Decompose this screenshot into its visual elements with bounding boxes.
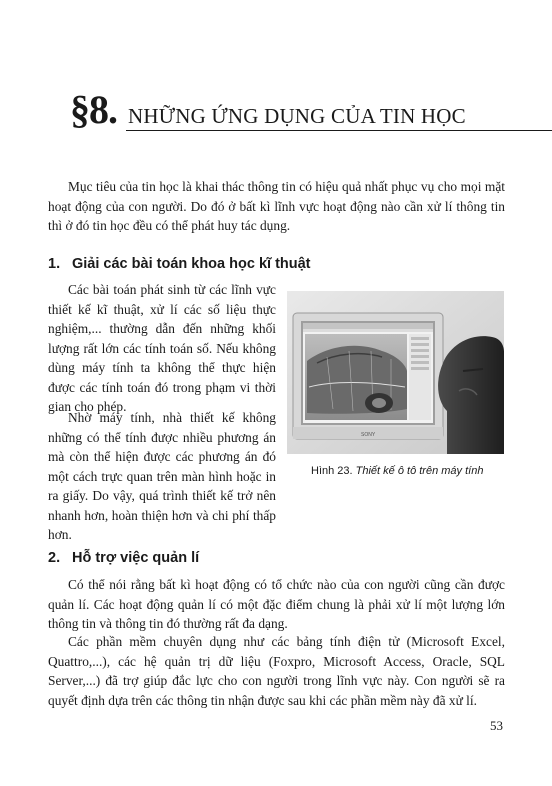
- section-1-title: Giải các bài toán khoa học kĩ thuật: [72, 256, 311, 272]
- chapter-title: NHỮNG ỨNG DỤNG CỦA TIN HỌC: [128, 104, 466, 128]
- figure-caption: [311, 464, 483, 478]
- page-number: 53: [490, 718, 503, 733]
- chapter-underline: [126, 130, 552, 131]
- section-1-paragraph-2: Nhờ máy tính, nhà thiết kế không những có thể tính được nhiều phương án mà còn thể hiện được các phương án đó một cách trực quan trên màn hình hoặc in ra giấy. Do vậy, quá trình thiết kế trở nên nhanh hơn, hoàn thiện hơn và chi phí thấp hơn.: [48, 410, 276, 542]
- figure-car-design-photo: [287, 291, 504, 454]
- section-1-number: 1.: [48, 256, 61, 272]
- section-2-heading: [48, 548, 199, 568]
- section-2-paragraph-1: Có thể nói rằng bất kì hoạt động có tổ chức nào của con người cũng cần được quản lí. Các hoạt động quản lí có một đặc điểm chung là phải xử lí một lượng lớn thông tin và thông tin đó thường rất đa dạng.: [48, 577, 505, 631]
- chapter-number: §8.: [70, 87, 117, 132]
- figure-caption-text: Thiết kế ô tô trên máy tính: [355, 465, 484, 477]
- section-1-heading: [48, 254, 311, 274]
- section-2-paragraph-2: Các phần mềm chuyên dụng như các bảng tính điện tử (Microsoft Excel, Quattro,...), các hệ quản trị dữ liệu (Foxpro, Microsoft Access, Oracle, SQL Server,...) đã trợ giúp đắc lực cho con người trong lĩnh vực này. Con người sẽ ra quyết định dựa trên các thông tin nhận được sau khi các phần mềm này đã xử lí.: [48, 634, 505, 708]
- intro-paragraph: Mục tiêu của tin học là khai thác thông tin có hiệu quả nhất phục vụ cho mọi mặt hoạt động của con người. Do đó ở bất kì lĩnh vực hoạt động nào cần xử lí thông tin thì ở đó tin học đều có thể phát huy tác dụng.: [48, 179, 505, 233]
- section-2-title: Hỗ trợ việc quản lí: [72, 550, 200, 566]
- car-design-illustration: [287, 291, 504, 454]
- section-1-paragraph-1: Các bài toán phát sinh từ các lĩnh vực thiết kế kĩ thuật, xử lí các số liệu thực nghiệm,... thường dẫn đến những khối lượng rất lớn các tính toán số. Nếu không dùng máy tính ta không thể thực hiện được các tính toán đó trong phạm vi thời gian cho phép.: [48, 282, 276, 414]
- section-2-number: 2.: [48, 550, 61, 566]
- chapter-header: [70, 88, 482, 134]
- monitor: [293, 313, 443, 439]
- figure-caption-label: Hình 23.: [311, 465, 353, 477]
- monitor-brand: SONY: [361, 432, 376, 438]
